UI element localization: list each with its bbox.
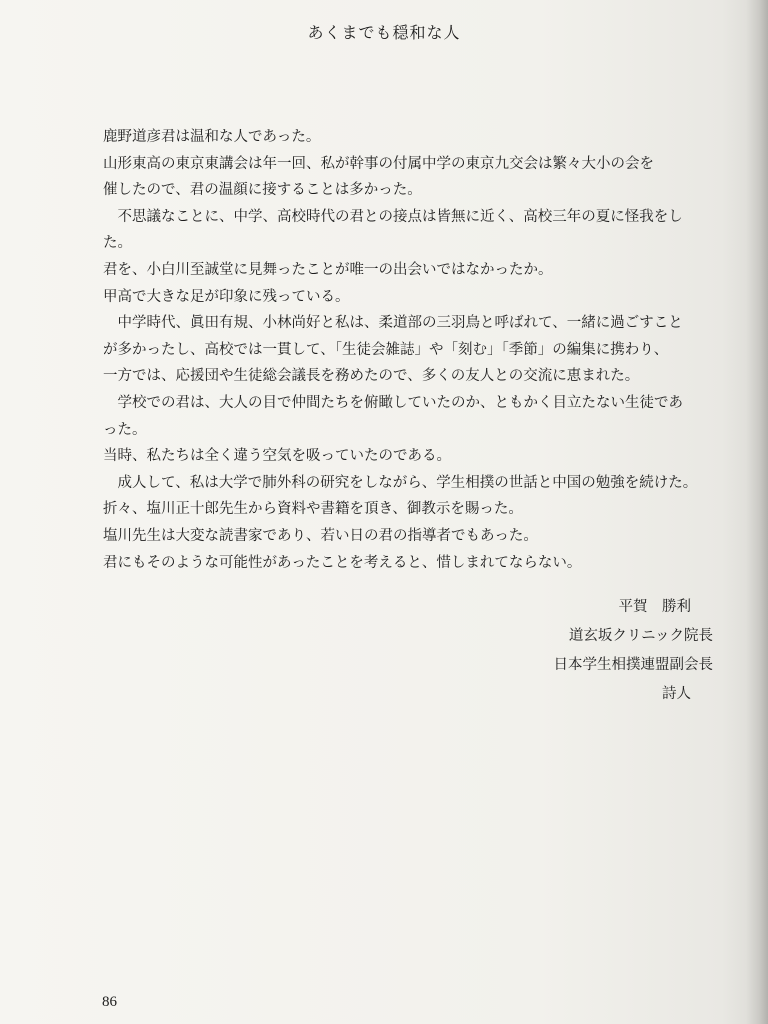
body-line: った。	[103, 421, 147, 438]
article-body	[103, 124, 728, 576]
body-line: 催したので、君の温顔に接することは多かった。	[103, 182, 422, 199]
author-role: 詩人	[662, 686, 691, 702]
body-line: 鹿野道彦君は温和な人であった。	[103, 129, 321, 145]
body-line: 当時、私たちは全く違う空気を吸っていたのである。	[103, 448, 451, 465]
author-name: 平賀 勝利	[618, 599, 691, 615]
body-line: 学校での君は、大人の目で仲間たちを俯瞰していたのか、ともかく目立たない生徒であ	[103, 394, 683, 411]
body-line: 中学時代、眞田有規、小林尚好と私は、柔道部の三羽鳥と呼ばれて、一緒に過ごすこと	[103, 315, 683, 332]
body-line: 折々、塩川正十郎先生から資料や書籍を頂き、御教示を賜った。	[103, 501, 523, 518]
body-line: 君にもそのような可能性があったことを考えると、惜しまれてならない。	[103, 554, 582, 571]
body-line: 不思議なことに、中学、高校時代の君との接点は皆無に近く、高校三年の夏に怪我をし	[103, 208, 683, 225]
author-signature	[554, 593, 714, 709]
body-line: 塩川先生は大変な読書家であり、若い日の君の指導者でもあった。	[103, 527, 538, 544]
body-line: が多かったし、高校では一貫して、「生徒会雑誌」や「刻む」「季節」の編集に携わり、	[103, 341, 669, 358]
article-title: あくまでも穏和な人	[307, 23, 461, 42]
page-number: 86	[102, 994, 117, 1010]
body-line: た。	[103, 235, 132, 252]
body-line: 山形東高の東京東講会は年一回、私が幹事の付属中学の東京九交会は繁々大小の会を	[103, 155, 654, 172]
author-affiliation-clinic: 道玄坂クリニック院長	[568, 628, 713, 644]
page-edge-shadow	[746, 0, 768, 1024]
body-line: 甲高で大きな足が印象に残っている。	[103, 288, 350, 305]
author-affiliation-sumo: 日本学生相撲連盟副会長	[553, 657, 713, 673]
body-line: 成人して、私は大学で肺外科の研究をしながら、学生相撲の世話と中国の勉強を続けた。	[103, 474, 698, 491]
body-line: 一方では、応援団や生徒総会議長を務めたので、多くの友人との交流に恵まれた。	[103, 368, 640, 385]
body-line: 君を、小白川至誠堂に見舞ったことが唯一の出会いではなかったか。	[103, 261, 553, 278]
